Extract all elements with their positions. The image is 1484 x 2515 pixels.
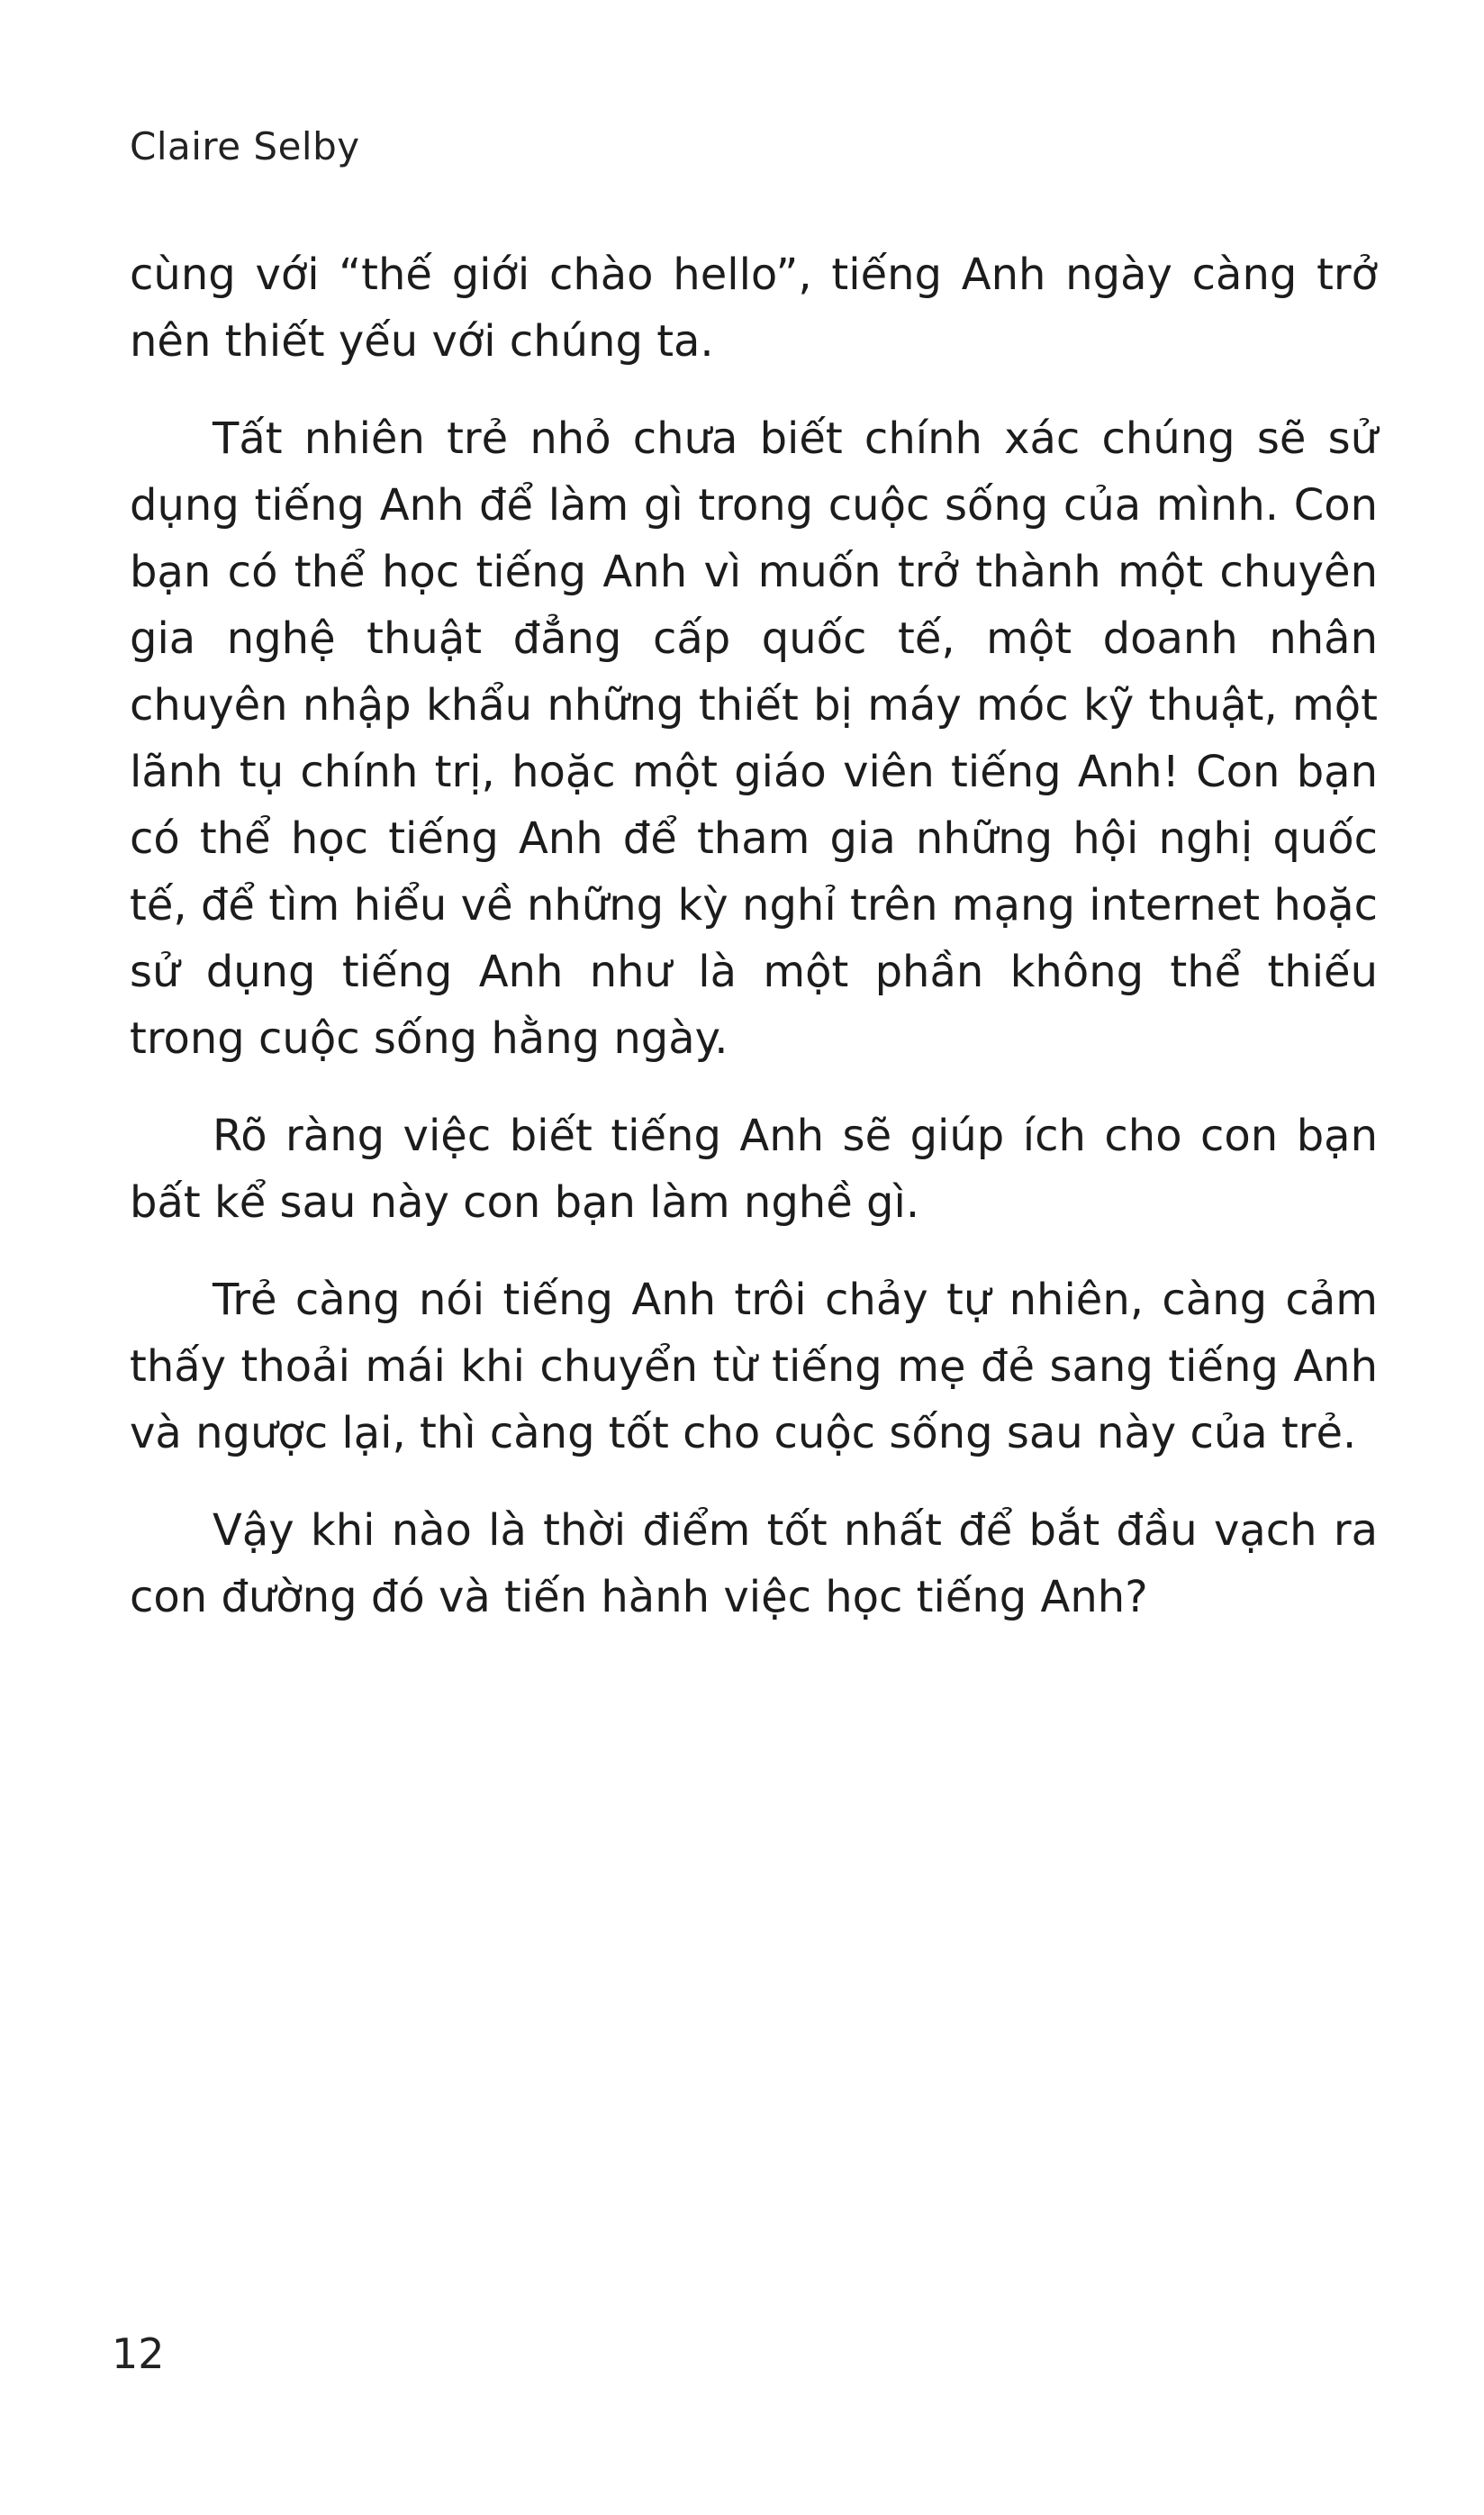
paragraph: Tất nhiên trẻ nhỏ chưa biết chính xác chúng sẽ sử dụng tiếng Anh để làm gì trong cuộc sống của mình. Con bạn có thể học tiếng Anh vì muốn trở thành một chuyên gia nghệ thuật đẳng cấp quốc tế, một doanh nhân chuyên nhập khẩu những thiết bị máy móc kỹ thuật, một lãnh tụ chính trị, hoặc một giáo viên tiếng Anh! Con bạn có thể học tiếng Anh để tham gia những hội nghị quốc tế, để tìm hiểu về những kỳ nghỉ trên mạng internet hoặc sử dụng tiếng Anh như là một phần không thể thiếu trong cuộc sống hằng ngày. <box>130 413 1378 1064</box>
page-number: 12 <box>112 2329 165 2378</box>
running-head-author: Claire Selby <box>130 124 360 168</box>
body-text <box>130 241 1378 1661</box>
paragraph: Vậy khi nào là thời điểm tốt nhất để bắt đầu vạch ra con đường đó và tiến hành việc học tiếng Anh? <box>130 1505 1378 1622</box>
paragraph: Trẻ càng nói tiếng Anh trôi chảy tự nhiên, càng cảm thấy thoải mái khi chuyển từ tiếng mẹ đẻ sang tiếng Anh và ngược lại, thì càng tốt cho cuộc sống sau này của trẻ. <box>130 1275 1378 1458</box>
paragraph: Rõ ràng việc biết tiếng Anh sẽ giúp ích cho con bạn bất kể sau này con bạn làm nghề gì. <box>130 1111 1378 1228</box>
paragraph-continuation: cùng với “thế giới chào hello”, tiếng Anh ngày càng trở nên thiết yếu với chúng ta. <box>130 250 1378 367</box>
